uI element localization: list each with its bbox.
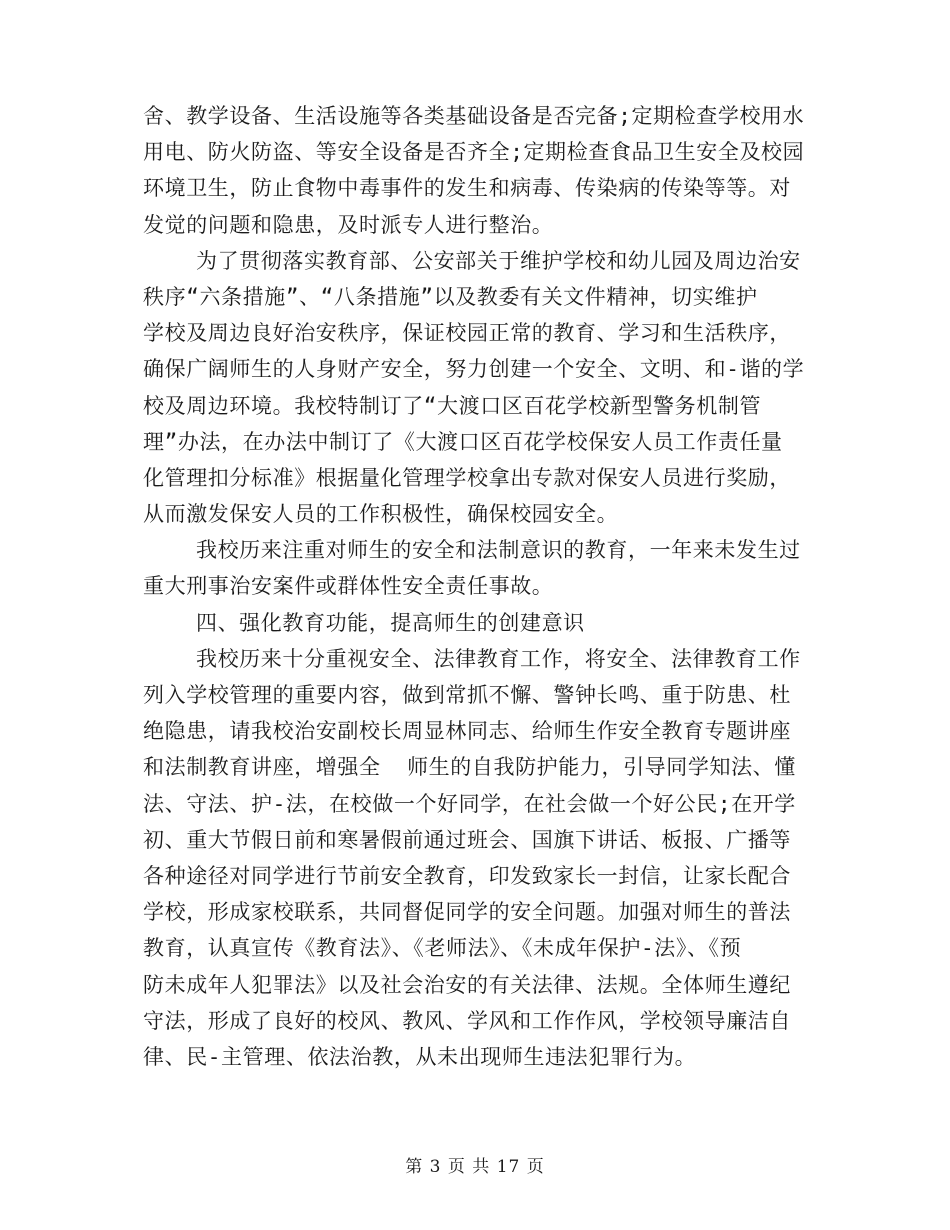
text-line: 我校历来十分重视安全、法律教育工作，将安全、法律教育工作: [143, 646, 801, 671]
text-line: 用电、防火防盗、等安全设备是否齐全;定期检查食品卫生安全及校园: [143, 140, 805, 165]
text-line: 理”办法，在办法中制订了《大渡口区百花学校保安人员工作责任量: [143, 429, 783, 454]
text-line: 化管理扣分标准》根据量化管理学校拿出专款对保安人员进行奖励，: [143, 465, 791, 490]
text-line: 确保广阔师生的人身财产安全，努力创建一个安全、文明、和-谐的学: [143, 357, 805, 382]
text-line: 律、民-主管理、依法治教，从未出现师生违法犯罪行为。: [143, 1044, 697, 1069]
text-line: 教育，认真宣传《教育法》、《老师法》、《未成年保护-法》、《预: [143, 936, 742, 961]
page-footer: 第 3 页 共 17 页: [405, 1157, 545, 1177]
text-line: 学校，形成家校联系，共同督促同学的安全问题。加强对师生的普法: [143, 900, 791, 925]
text-line: 各种途径对同学进行节前安全教育，印发致家长一封信，让家长配合: [143, 863, 791, 888]
text-line: 发觉的问题和隐患，及时派专人进行整治。: [143, 212, 554, 237]
text-line: 环境卫生，防止食物中毒事件的发生和病毒、传染病的传染等等。对: [143, 176, 791, 201]
body-text: [143, 98, 813, 1075]
text-line: 四、强化教育功能，提高师生的创建意识: [143, 610, 585, 635]
text-line: 校及周边环境。我校特制订了“大渡口区百花学校新型警务机制管: [143, 393, 762, 418]
text-line: 和法制教育讲座，增强全 师生的自我防护能力，引导同学知法、懂: [143, 755, 796, 780]
text-line: 法、守法、护-法，在校做一个好同学，在社会做一个好公民;在开学: [143, 791, 796, 816]
text-line: 绝隐患，请我校治安副校长周显林同志、给师生作安全教育专题讲座: [143, 719, 791, 744]
text-line: 重大刑事治安案件或群体性安全责任事故。: [143, 574, 554, 599]
text-line: 从而激发保安人员的工作积极性，确保校园安全。: [143, 502, 619, 527]
text-line: 守法，形成了良好的校风、教风、学风和工作作风，学校领导廉洁自: [143, 1008, 791, 1033]
text-line: 秩序“六条措施”、“八条措施”以及教委有关文件精神，切实维护: [143, 284, 758, 309]
text-line: 初、重大节假日前和寒暑假前通过班会、国旗下讲话、板报、广播等: [143, 827, 791, 852]
text-line: 防未成年人犯罪法》以及社会治安的有关法律、法规。全体师生遵纪: [143, 972, 791, 997]
text-line: 列入学校管理的重要内容，做到常抓不懈、警钟长鸣、重于防患、杜: [143, 683, 791, 707]
text-line: 为了贯彻落实教育部、公安部关于维护学校和幼儿园及周边治安: [143, 248, 801, 273]
text-line: 我校历来注重对师生的安全和法制意识的教育，一年来未发生过: [143, 538, 801, 563]
text-line: 学校及周边良好治安秩序，保证校园正常的教育、学习和生活秩序，: [143, 321, 791, 346]
text-line: 舍、教学设备、生活设施等各类基础设备是否完备;定期检查学校用水: [143, 104, 805, 128]
